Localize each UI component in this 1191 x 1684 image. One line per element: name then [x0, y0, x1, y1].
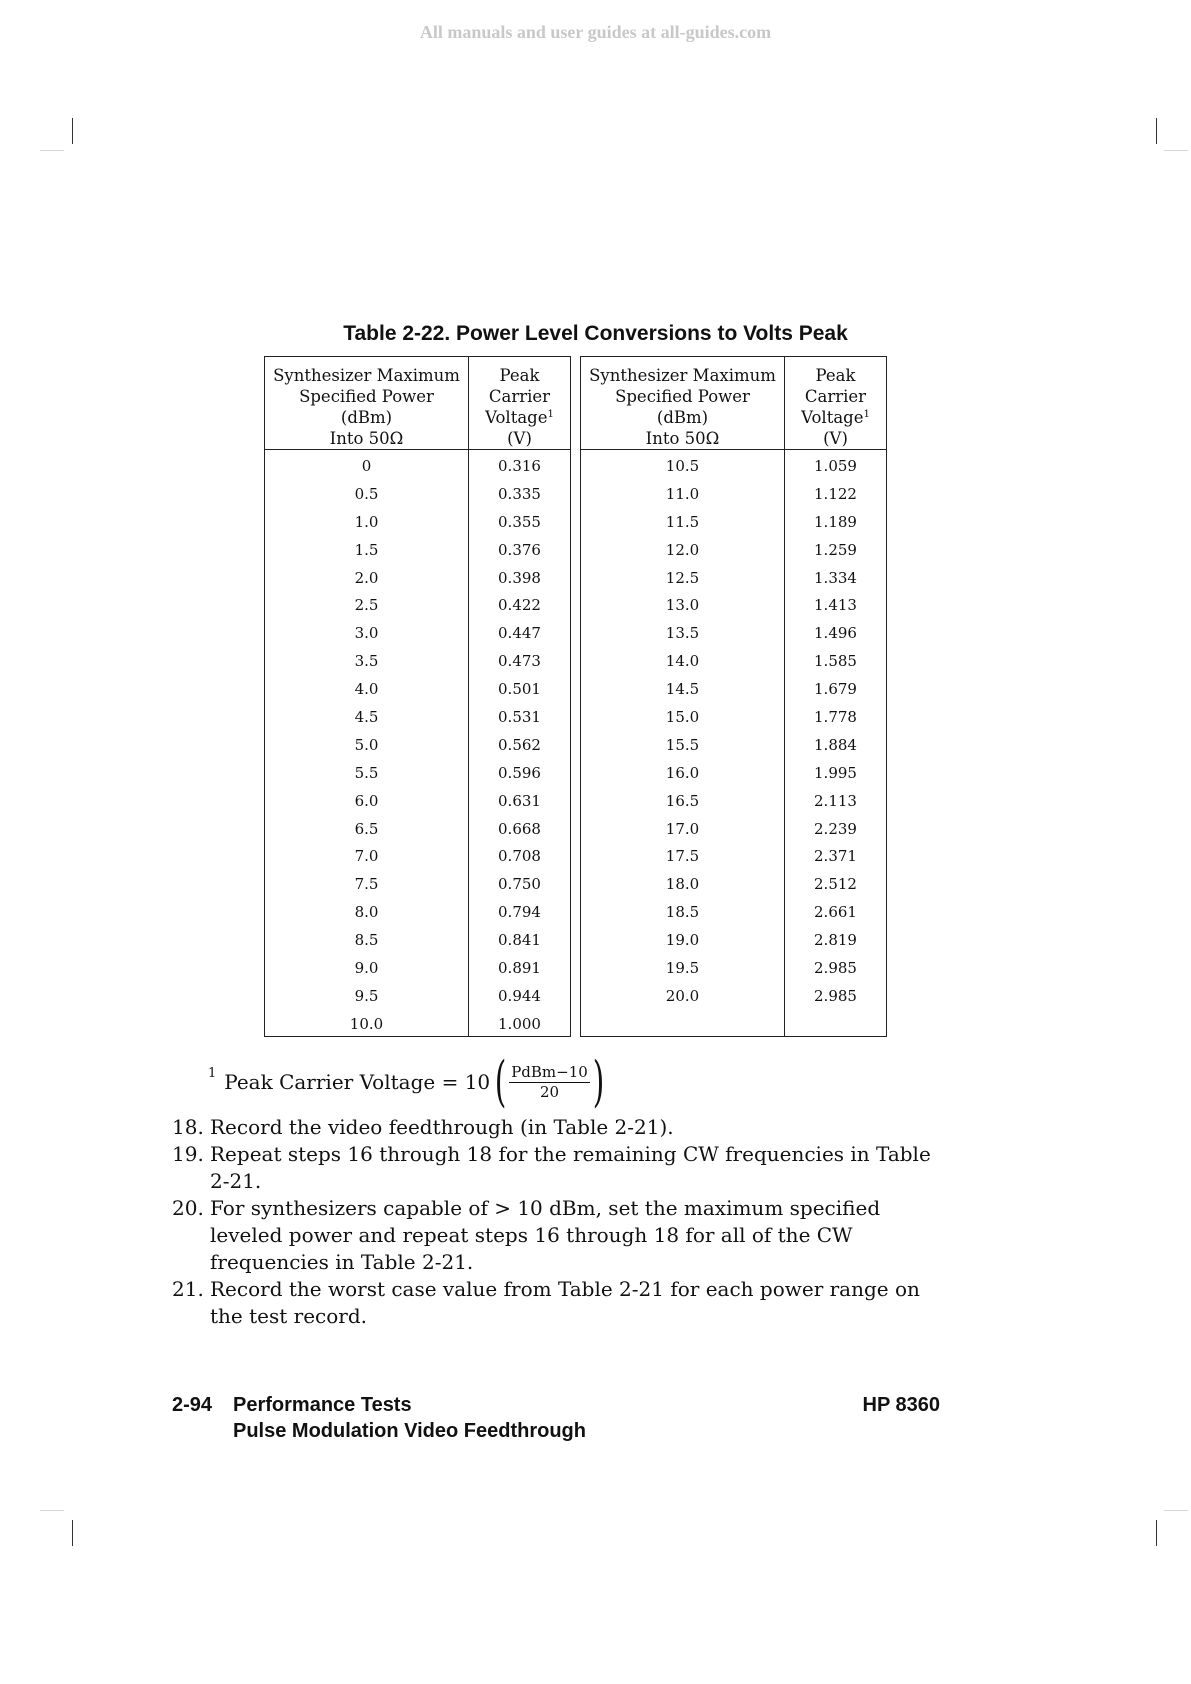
cell-power-dbm: 14.0	[665, 652, 700, 671]
footnote-formula-text: Peak Carrier Voltage = 10	[224, 1070, 491, 1094]
step-text: For synthesizers capable of > 10 dBm, set the maximum specified leveled power and repeat steps 16 through 18 for all of the CW frequencies in Table 2-21.	[210, 1196, 881, 1274]
table-row	[581, 903, 886, 931]
header-line: Carrier	[804, 387, 867, 406]
table-row	[265, 457, 570, 485]
table-row	[265, 708, 570, 736]
cell-voltage: 0.447	[498, 624, 541, 643]
cell-voltage: 0.473	[498, 652, 541, 671]
step-text: Repeat steps 16 through 18 for the remaining CW frequencies in Table 2-21.	[210, 1142, 931, 1193]
table-row	[581, 680, 886, 708]
header-line: Synthesizer Maximum	[589, 366, 776, 385]
cell-power-dbm: 19.0	[665, 931, 700, 950]
table-row	[265, 764, 570, 792]
table-row	[581, 708, 886, 736]
table-row	[265, 652, 570, 680]
cell-power-dbm: 13.0	[665, 596, 700, 615]
procedure-steps	[172, 1114, 952, 1330]
footnote-ref: 1	[863, 409, 870, 420]
cell-voltage: 1.884	[814, 735, 857, 754]
cell-power-dbm: 7.0	[354, 847, 379, 866]
cell-voltage: 0.422	[498, 596, 541, 615]
step-number: 20.	[172, 1196, 204, 1220]
cell-voltage: 1.122	[814, 484, 857, 503]
table-row	[581, 457, 886, 485]
table-title: Table 2-22. Power Level Conversions to Volts Peak	[343, 322, 848, 345]
cell-power-dbm: 15.5	[665, 735, 700, 754]
table-row	[265, 1015, 570, 1043]
table-row	[265, 485, 570, 513]
table-header	[581, 357, 886, 450]
header-line: Peak	[815, 366, 856, 385]
table-row	[581, 820, 886, 848]
cell-power-dbm: 1.0	[354, 512, 379, 531]
cell-power-dbm: 15.0	[665, 708, 700, 727]
table-row	[265, 541, 570, 569]
header-power	[265, 365, 468, 449]
crop-mark-bottom-left	[72, 1520, 73, 1546]
table-row	[581, 764, 886, 792]
cell-voltage: 0.891	[498, 959, 541, 978]
cell-power-dbm: 10.0	[349, 1014, 384, 1033]
step-item	[172, 1114, 952, 1141]
crop-mark-bottom-left-h	[40, 1510, 64, 1511]
cell-power-dbm: 18.5	[665, 903, 700, 922]
cell-voltage: 0.944	[498, 986, 541, 1005]
crop-mark-top-right	[1156, 118, 1157, 144]
cell-power-dbm: 4.5	[354, 708, 379, 727]
crop-mark-bottom-right-h	[1164, 1510, 1188, 1511]
cell-voltage: 0.794	[498, 903, 541, 922]
cell-voltage: 0.631	[498, 791, 541, 810]
cell-power-dbm: 19.5	[665, 959, 700, 978]
header-line: Specified Power	[615, 387, 750, 406]
table-row	[581, 736, 886, 764]
header-line: (dBm)	[656, 408, 709, 427]
cell-power-dbm: 5.5	[354, 763, 379, 782]
cell-voltage: 0.531	[498, 708, 541, 727]
table-row	[265, 847, 570, 875]
header-line: Specified Power	[299, 387, 434, 406]
cell-voltage: 1.496	[814, 624, 857, 643]
table-row	[581, 513, 886, 541]
conversion-table-left	[264, 356, 571, 1037]
cell-voltage: 2.371	[814, 847, 857, 866]
header-line: Peak	[499, 366, 540, 385]
header-line: (V)	[507, 429, 532, 448]
cell-voltage: 1.679	[814, 680, 857, 699]
header-line: Carrier	[488, 387, 551, 406]
cell-power-dbm: 6.0	[354, 791, 379, 810]
cell-voltage: 0.668	[498, 819, 541, 838]
cell-voltage: 2.239	[814, 819, 857, 838]
crop-mark-top-left-h	[40, 150, 64, 151]
cell-power-dbm: 17.0	[665, 819, 700, 838]
cell-power-dbm: 11.5	[665, 512, 700, 531]
formula-denominator: 20	[539, 1082, 560, 1101]
cell-power-dbm: 3.5	[354, 652, 379, 671]
header-power	[581, 365, 784, 449]
cell-voltage: 0.316	[498, 457, 541, 475]
formula-numerator: PdBm−10	[511, 1062, 588, 1081]
cell-voltage: 0.335	[498, 484, 541, 503]
cell-power-dbm: 12.5	[665, 568, 700, 587]
header-voltage-word: Voltage	[801, 408, 864, 427]
cell-voltage: 2.819	[814, 931, 857, 950]
cell-voltage: 1.000	[498, 1014, 541, 1033]
step-text: Record the video feedthrough (in Table 2-21).	[210, 1115, 674, 1139]
footnote-ref: 1	[547, 409, 554, 420]
page-number: 2-94	[172, 1394, 213, 1416]
cell-power-dbm: 0	[361, 457, 372, 475]
header-line: Into 50Ω	[645, 429, 720, 448]
conversion-table-right	[580, 356, 887, 1037]
step-item	[172, 1276, 952, 1330]
watermark: All manuals and user guides at all-guides.com	[419, 22, 772, 42]
table-body	[265, 457, 570, 1043]
step-text: Record the worst case value from Table 2-21 for each power range on the test record.	[210, 1277, 920, 1328]
table-row	[265, 792, 570, 820]
cell-voltage: 0.750	[498, 875, 541, 894]
cell-voltage: 0.562	[498, 735, 541, 754]
cell-power-dbm: 17.5	[665, 847, 700, 866]
table-row	[581, 569, 886, 597]
cell-power-dbm: 2.0	[354, 568, 379, 587]
cell-voltage: 2.113	[814, 791, 857, 810]
step-number: 21.	[172, 1277, 204, 1301]
cell-voltage: 1.259	[814, 540, 857, 559]
cell-power-dbm: 14.5	[665, 680, 700, 699]
footer-section: Performance Tests	[233, 1394, 412, 1416]
table-row	[581, 847, 886, 875]
left-paren-icon: (	[494, 1050, 507, 1113]
header-voltage	[785, 365, 886, 449]
cell-voltage: 1.995	[814, 763, 857, 782]
table-row	[265, 736, 570, 764]
cell-power-dbm: 4.0	[354, 680, 379, 699]
footer-sections	[233, 1392, 586, 1444]
cell-power-dbm: 10.5	[665, 457, 700, 475]
cell-voltage: 0.708	[498, 847, 541, 866]
cell-power-dbm: 11.0	[665, 484, 700, 503]
cell-power-dbm: 5.0	[354, 735, 379, 754]
table-row	[265, 513, 570, 541]
step-number: 19.	[172, 1142, 204, 1166]
table-row	[581, 596, 886, 624]
cell-voltage: 2.985	[814, 986, 857, 1005]
crop-mark-bottom-right	[1156, 1520, 1157, 1546]
cell-power-dbm: 6.5	[354, 819, 379, 838]
table-header	[265, 357, 570, 450]
cell-power-dbm: 12.0	[665, 540, 700, 559]
table-row	[265, 624, 570, 652]
cell-power-dbm: 8.5	[354, 931, 379, 950]
table-row	[265, 903, 570, 931]
header-line	[469, 407, 570, 428]
footer-model: HP 8360	[862, 1394, 940, 1416]
table-row	[581, 652, 886, 680]
cell-voltage: 1.413	[814, 596, 857, 615]
table-row	[581, 959, 886, 987]
cell-voltage: 0.596	[498, 763, 541, 782]
cell-voltage: 0.841	[498, 931, 541, 950]
cell-voltage: 0.501	[498, 680, 541, 699]
cell-power-dbm: 9.0	[354, 959, 379, 978]
cell-power-dbm: 2.5	[354, 596, 379, 615]
step-item	[172, 1141, 952, 1195]
table-row	[581, 541, 886, 569]
table-row	[581, 485, 886, 513]
cell-voltage: 2.512	[814, 875, 857, 894]
table-row	[581, 624, 886, 652]
cell-power-dbm: 3.0	[354, 624, 379, 643]
header-voltage	[469, 365, 570, 449]
table-row	[581, 931, 886, 959]
cell-voltage: 1.334	[814, 568, 857, 587]
cell-power-dbm: 16.5	[665, 791, 700, 810]
table-row	[265, 569, 570, 597]
header-line: Synthesizer Maximum	[273, 366, 460, 385]
cell-voltage: 0.355	[498, 512, 541, 531]
table-row	[265, 987, 570, 1015]
table-row	[265, 596, 570, 624]
cell-power-dbm: 0.5	[354, 484, 379, 503]
cell-power-dbm: 16.0	[665, 763, 700, 782]
header-line: (dBm)	[340, 408, 393, 427]
right-paren-icon: )	[592, 1050, 605, 1113]
step-item	[172, 1195, 952, 1276]
cell-voltage: 0.398	[498, 568, 541, 587]
cell-power-dbm: 1.5	[354, 540, 379, 559]
table-row	[265, 931, 570, 959]
cell-voltage: 1.585	[814, 652, 857, 671]
table-row	[265, 959, 570, 987]
cell-power-dbm: 9.5	[354, 986, 379, 1005]
cell-power-dbm: 7.5	[354, 875, 379, 894]
table-row	[265, 875, 570, 903]
cell-voltage: 1.189	[814, 512, 857, 531]
table-row	[265, 820, 570, 848]
crop-mark-top-right-h	[1164, 150, 1188, 151]
table-row	[265, 680, 570, 708]
table-row	[581, 792, 886, 820]
table-footnote	[208, 1050, 609, 1113]
table-row	[581, 875, 886, 903]
header-line	[785, 407, 886, 428]
header-voltage-word: Voltage	[485, 408, 548, 427]
cell-voltage: 0.376	[498, 540, 541, 559]
cell-power-dbm: 18.0	[665, 875, 700, 894]
step-number: 18.	[172, 1115, 204, 1139]
formula-exponent	[509, 1064, 590, 1101]
cell-power-dbm: 8.0	[354, 903, 379, 922]
header-line: (V)	[823, 429, 848, 448]
cell-voltage: 2.985	[814, 959, 857, 978]
table-row	[581, 987, 886, 1015]
cell-voltage: 2.661	[814, 903, 857, 922]
cell-voltage: 1.059	[814, 457, 857, 475]
cell-power-dbm: 13.5	[665, 624, 700, 643]
footer-subsection: Pulse Modulation Video Feedthrough	[233, 1420, 586, 1442]
footnote-marker: 1	[208, 1065, 217, 1081]
cell-voltage: 1.778	[814, 708, 857, 727]
crop-mark-top-left	[72, 118, 73, 144]
header-line: Into 50Ω	[329, 429, 404, 448]
cell-power-dbm: 20.0	[665, 986, 700, 1005]
table-body	[581, 457, 886, 1015]
